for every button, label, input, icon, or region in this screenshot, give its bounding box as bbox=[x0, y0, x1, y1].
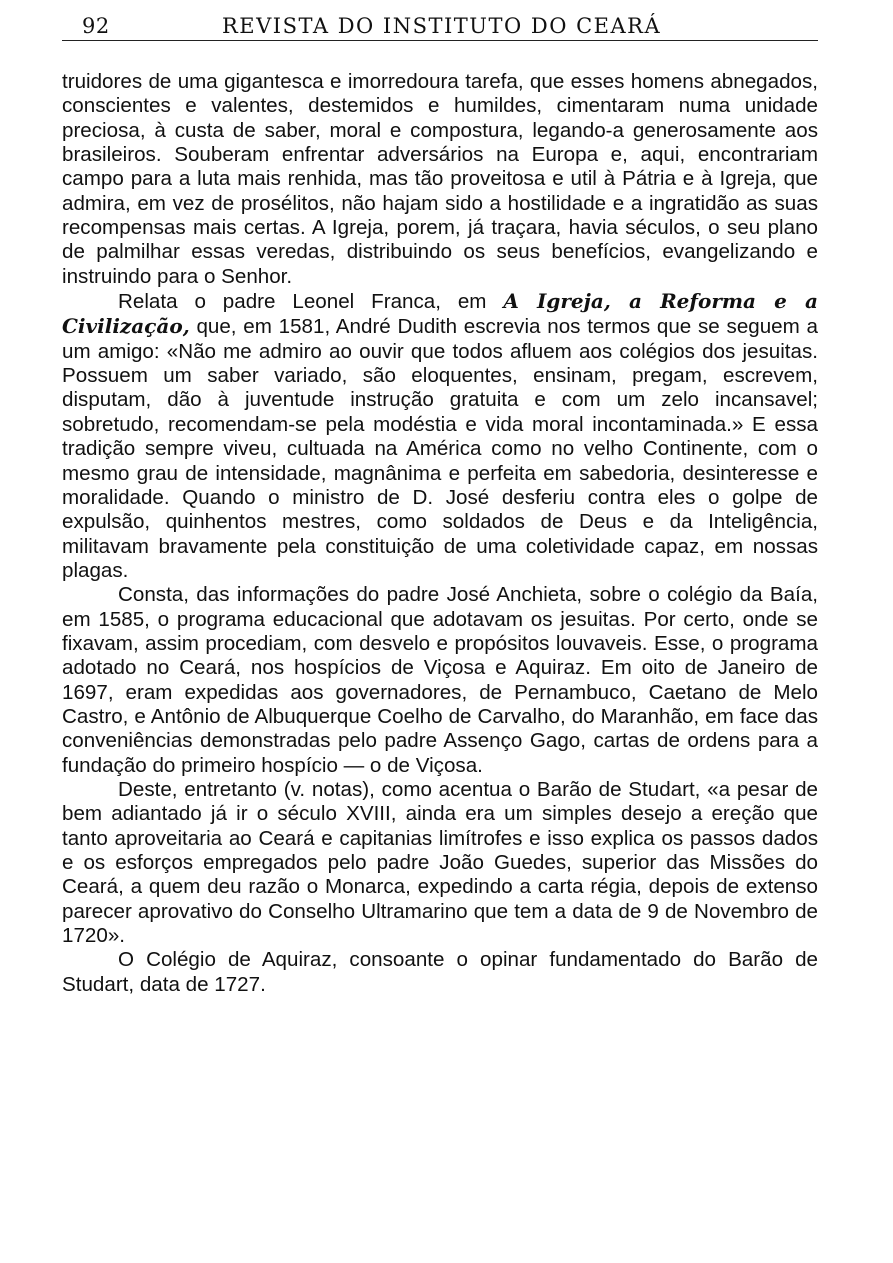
work-title: A Igreja, a Reforma e a Civilização, bbox=[62, 289, 818, 339]
running-title: REVISTA DO INSTITUTO DO CEARÁ bbox=[222, 14, 662, 38]
paragraph-text: Relata o padre Leonel Franca, em bbox=[118, 290, 504, 314]
page-number: 92 bbox=[82, 14, 110, 38]
paragraph-text: que, em 1581, André Dudith escrevia nos termos que se seguem a um amigo: «Não me admiro ao ouvir que todos afluem aos colégios dos jesuitas. Possuem um saber variado, são eloquentes, ensinam, pregam, escrevem, disputam, dão à juventude instrução gratuita e com um zelo incansavel; sobretudo, recomendam-se pela modéstia e vida moral incontaminada.» E essa tradição sempre viveu, cultuada na América como no velho Continente, com o mesmo grau de intensidade, magnânima e perfeita em sabedoria, desinteresse e moralidade. Quando o ministro de D. José desferiu contra eles o golpe de expulsão, quinhentos mestres, como soldados de Deus e da Inteligência, militavam bravamente pela constituição de uma coletividade capaz, em nossas plagas. bbox=[62, 315, 818, 582]
paragraph-studart: Deste, entretanto (v. notas), como acentua o Barão de Studart, «a pesar de bem adiantado já ir o século XVIII, ainda era um simples desejo a ereção que tanto aproveitaria ao Ceará e capitanias limítrofes e isso explica os passos dados e os esforços empregados pelo padre João Guedes, superior das Missões do Ceará, a quem deu razão o Monarca, expedindo a carta régia, depois de extenso parecer aprovativo do Conselho Ultramarino que tem a data de 9 de Novembro de 1720». bbox=[62, 777, 818, 948]
paragraph-anchieta: Consta, das informações do padre José Anchieta, sobre o colégio da Baía, em 1585, o programa educacional que adotavam os jesuitas. Por certo, onde se fixavam, assim procediam, com desvelo e propósitos louvaveis. Esse, o programa adotado no Ceará, nos hospícios de Viçosa e Aquiraz. Em oito de Janeiro de 1697, eram expedidas aos governadores, de Pernambuco, Caetano de Melo Castro, e Antônio de Albuquerque Coelho de Carvalho, do Maranhão, em face das conveniências demonstradas pelo padre Assenço Gago, cartas de ordens para a fundação do primeiro hospício — o de Viçosa. bbox=[62, 583, 818, 777]
page-header bbox=[62, 10, 818, 41]
paragraph-aquiraz: O Colégio de Aquiraz, consoante o opinar fundamentado do Barão de Studart, data de 1727. bbox=[62, 948, 818, 996]
body-text bbox=[62, 70, 818, 997]
paragraph-continuation: truidores de uma gigantesca e imorredoura tarefa, que esses homens abnegados, conscientes e valentes, destemidos e humildes, cimentaram numa unidade preciosa, à custa de saber, moral e compostura, legando-a generosamente aos brasileiros. Souberam enfrentar adversários na Europa e, aqui, encontrariam campo para a luta mais renhida, mas tão proveitosa e util à Pátria e à Igreja, que admira, em vez de prosélitos, não hajam sido a hostilidade e a ingratidão as suas recompensas mais certas. A Igreja, porem, já traçara, havia séculos, o seu plano de palmilhar essas veredas, distribuindo os seus benefícios, evangelizando e instruindo para o Senhor. bbox=[62, 70, 818, 288]
paragraph-leonel-franca bbox=[62, 289, 818, 583]
